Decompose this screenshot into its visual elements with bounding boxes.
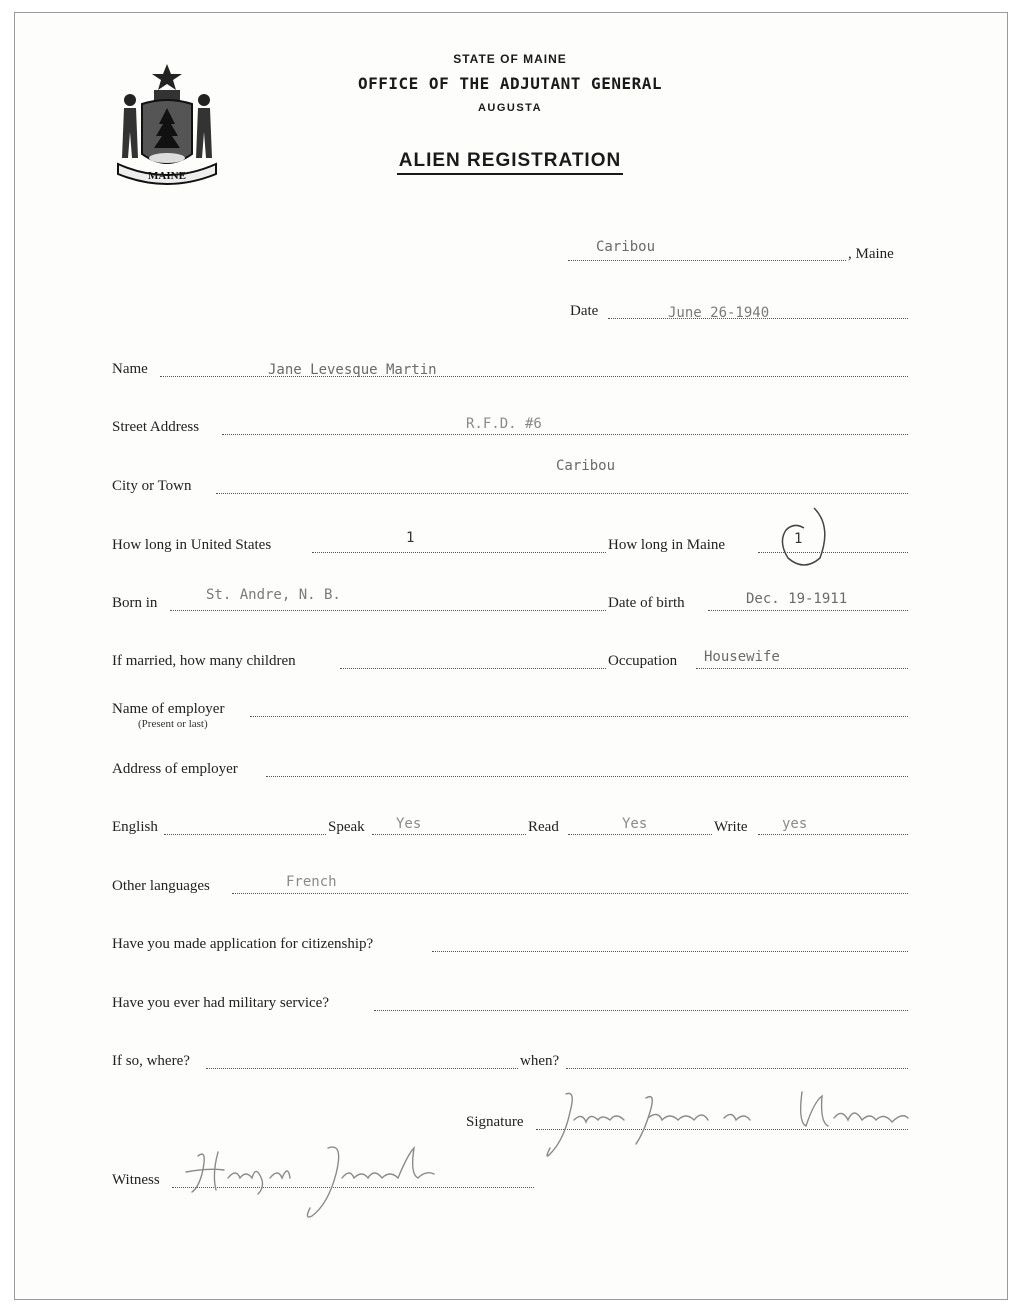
write-label: Write xyxy=(714,819,748,835)
city-value: Caribou xyxy=(556,458,616,474)
name-label: Name xyxy=(112,361,148,377)
born-label: Born in xyxy=(112,595,158,611)
occupation-value: Housewife xyxy=(704,649,780,665)
dob-value: Dec. 19-1911 xyxy=(746,591,848,607)
occupation-label: Occupation xyxy=(608,653,678,669)
us-duration-label: How long in United States xyxy=(112,537,272,553)
office-heading: OFFICE OF THE ADJUTANT GENERAL xyxy=(358,74,662,93)
employer-sublabel: (Present or last) xyxy=(138,718,208,730)
circle-mark xyxy=(774,502,834,572)
military-service-label: Have you ever had military service? xyxy=(112,995,329,1011)
citizenship-label: Have you made application for citizenship? xyxy=(112,936,374,952)
children-label: If married, how many children xyxy=(112,653,296,669)
signature-handwriting xyxy=(536,1082,926,1172)
witness-handwriting xyxy=(178,1134,478,1224)
date-label: Date xyxy=(570,303,599,319)
maine-duration-value: 1 xyxy=(794,531,803,547)
city-label: City or Town xyxy=(112,478,192,494)
when-label: when? xyxy=(520,1053,560,1069)
location-suffix: , Maine xyxy=(848,246,894,262)
other-languages-value: French xyxy=(286,874,337,890)
seal-banner-text: MAINE xyxy=(148,170,186,182)
signature-label: Signature xyxy=(466,1114,524,1130)
witness-label: Witness xyxy=(112,1172,160,1188)
read-label: Read xyxy=(528,819,559,835)
location-value: Caribou xyxy=(596,239,656,255)
state-seal-icon xyxy=(112,62,222,190)
us-duration-value: 1 xyxy=(406,530,415,546)
form-title: ALIEN REGISTRATION xyxy=(300,150,720,172)
date-value: June 26-1940 xyxy=(668,305,770,321)
state-heading: STATE OF MAINE xyxy=(453,52,567,66)
employer-label: Name of employer xyxy=(112,701,225,717)
born-value: St. Andre, N. B. xyxy=(206,587,341,603)
employer-address-label: Address of employer xyxy=(112,761,238,777)
maine-duration-label: How long in Maine xyxy=(608,537,726,553)
write-value: yes xyxy=(782,816,808,832)
street-address-label: Street Address xyxy=(112,419,200,435)
other-languages-label: Other languages xyxy=(112,878,210,894)
city-heading: AUGUSTA xyxy=(477,102,543,114)
dob-label: Date of birth xyxy=(608,595,685,611)
svg-text:Jane Levesque Martin: Jane Levesque Martin xyxy=(536,1082,545,1083)
read-value: Yes xyxy=(622,816,648,832)
speak-label: Speak xyxy=(328,819,365,835)
english-label: English xyxy=(112,819,158,835)
speak-value: Yes xyxy=(396,816,422,832)
street-address-value: R.F.D. #6 xyxy=(466,416,542,432)
name-value: Jane Levesque Martin xyxy=(268,362,437,378)
svg-text:Hazel A Jacobs: Hazel A Jacobs xyxy=(178,1134,185,1135)
where-label: If so, where? xyxy=(112,1053,190,1069)
